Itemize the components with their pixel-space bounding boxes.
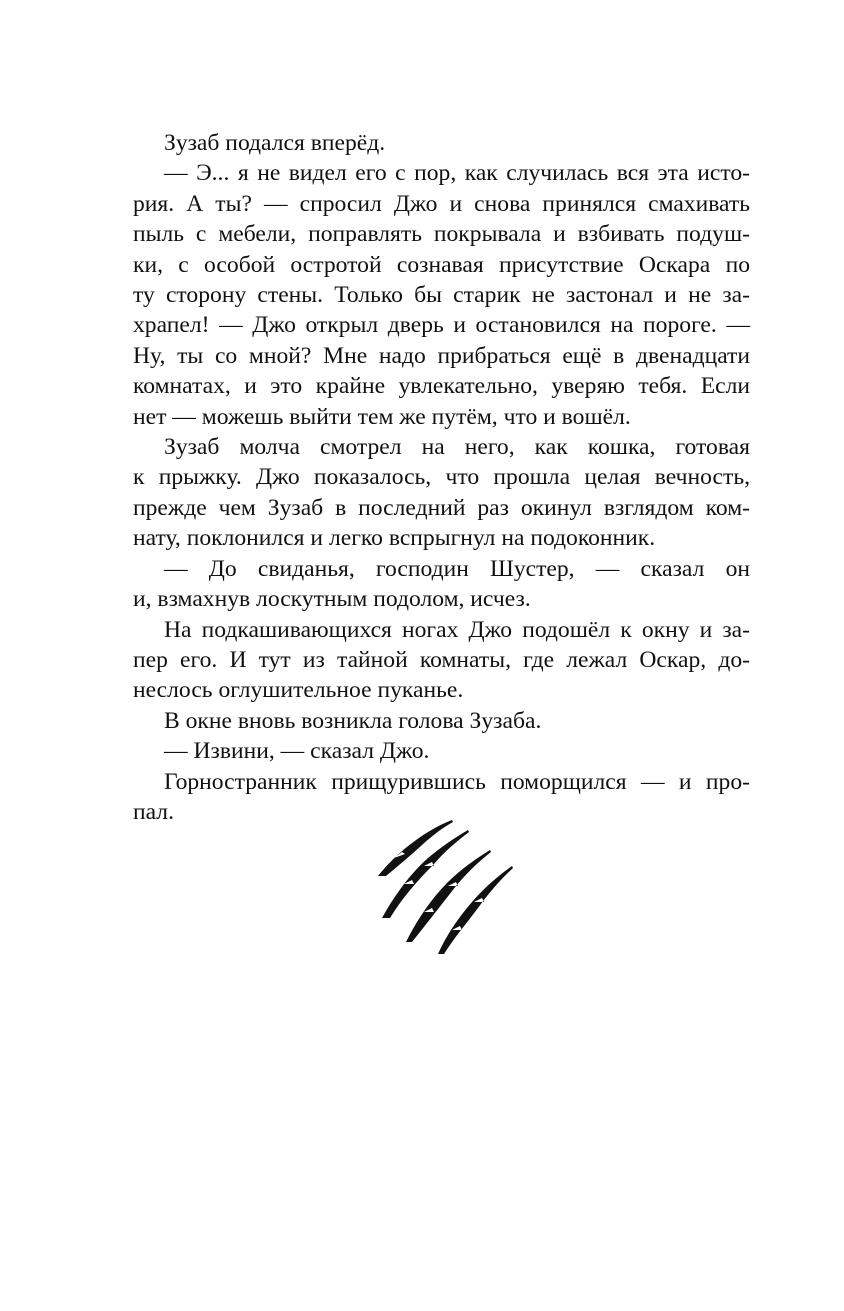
text-line: нату, поклонился и легко вспрыгнул на подоконник. [133,525,656,552]
text-line: На подкашивающихся ногах Джо подошёл к окну и за- [164,616,750,643]
text-line: В окне вновь возникла голова Зузаба. [164,707,542,734]
claw-scratch-icon [372,818,518,958]
text-line: пал. [133,798,174,825]
text-line: комнатах, и это крайне увлекательно, уверяю тебя. Если [133,373,750,400]
text-line: — До свиданья, господин Шустер, — сказал он [164,555,750,582]
text-line: к прыжку. Джо показалось, что прошла целая вечность, [133,464,750,491]
text-line: рия. А ты? — спросил Джо и снова принялся смахивать [133,190,750,217]
text-line: Горностранник прищурившись поморщился — и про- [164,768,750,795]
text-line: — Извини, — сказал Джо. [164,738,430,765]
text-line: ту сторону стены. Только бы старик не застонал и не за- [133,282,750,309]
text-line: храпел! — Джо открыл дверь и остановился на пороге. — [133,312,750,339]
text-line: ки, с особой остротой сознавая присутствие Оскара по [133,251,750,278]
claw-mark-2 [382,830,469,918]
claw-mark-4 [438,866,513,954]
text-line: нет — можешь выйти тем же путём, что и вошёл. [133,403,631,430]
text-line: — Э... я не видел его с пор, как случилась вся эта исто- [164,160,750,187]
body-text [133,128,750,827]
text-line: Ну, ты со мной? Мне надо прибраться ещё в двенадцати [133,342,750,369]
text-line: Зузаб молча смотрел на него, как кошка, готовая [164,434,750,461]
text-line: прежде чем Зузаб в последний раз окинул взглядом ком- [133,494,750,521]
text-line: пыль с мебели, поправлять покрывала и взбивать подуш- [133,221,750,248]
text-line: неслось оглушительное пуканье. [133,677,464,704]
text-line: пер его. И тут из тайной комнаты, где лежал Оскар, до- [133,646,750,673]
text-line: Зузаб подался вперёд. [164,130,386,156]
text-line: и, взмахнув лоскутным подолом, исчез. [133,586,531,613]
claw-marks [378,820,513,954]
